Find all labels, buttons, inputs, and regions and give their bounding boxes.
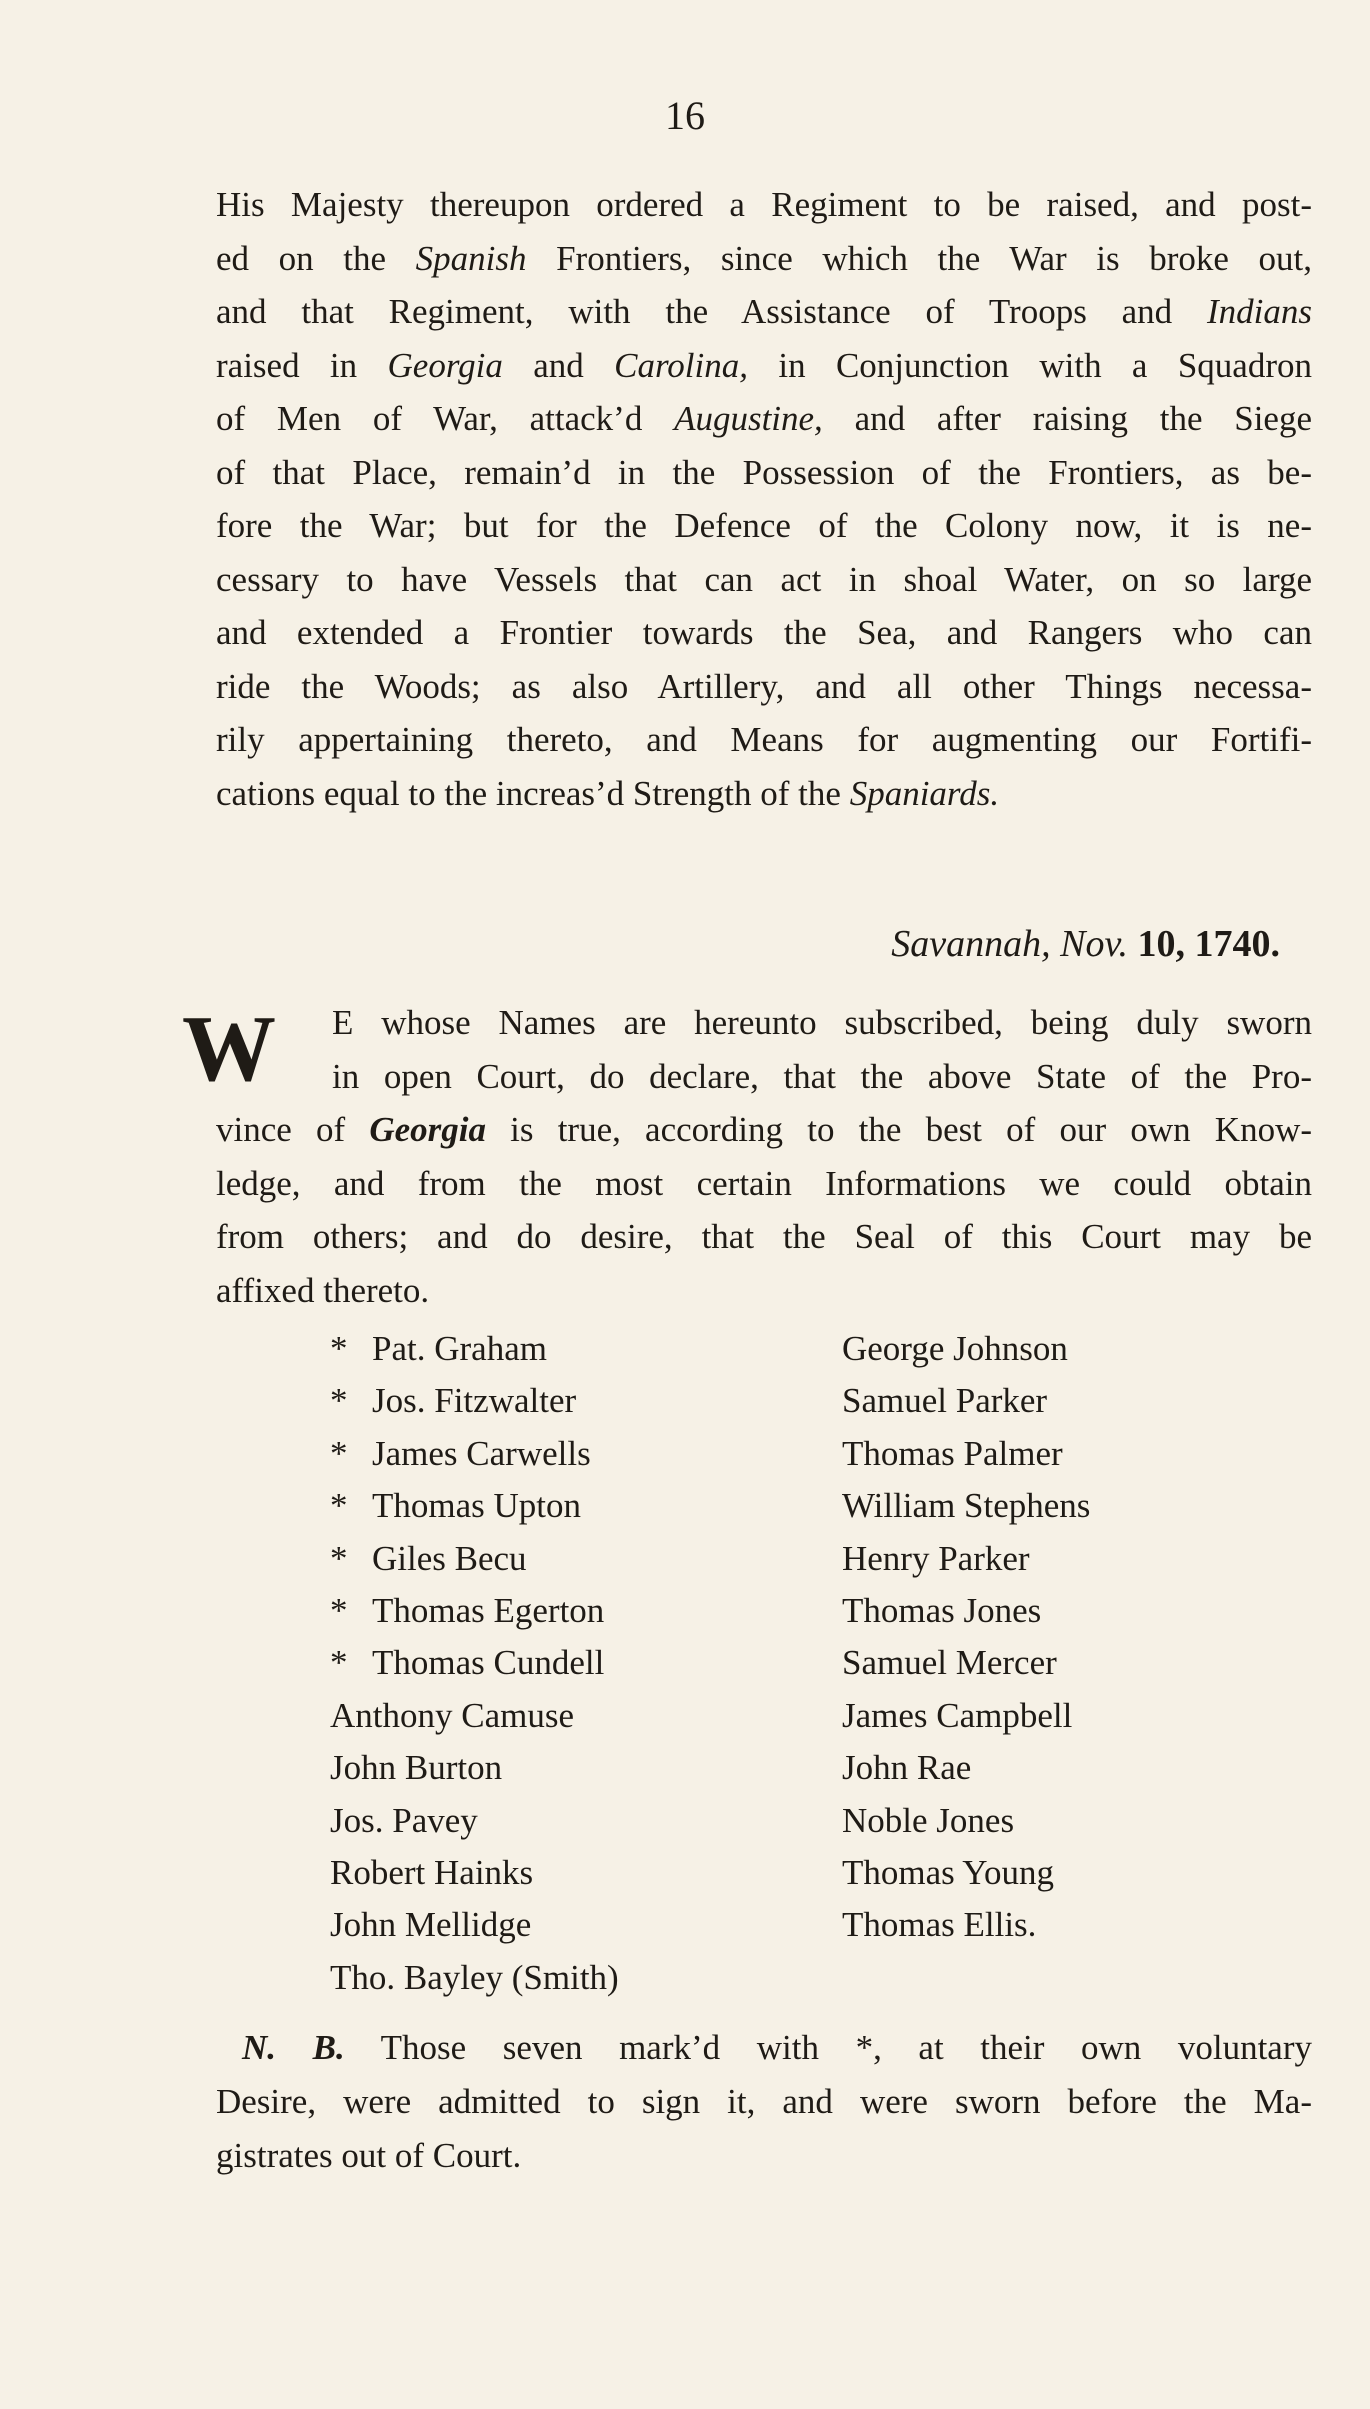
signer-name: * Thomas Egerton	[330, 1590, 605, 1630]
signer-name: Noble Jones	[842, 1800, 1015, 1840]
text-line: and that Regiment, with the Assistance of Troops and Indians	[216, 292, 1312, 331]
signer-name: Samuel Parker	[842, 1381, 1048, 1421]
state-paragraph	[216, 178, 1312, 820]
text-line: cations equal to the increas’d Strength of the Spaniards.	[216, 773, 1000, 813]
signer-name: Samuel Mercer	[842, 1643, 1057, 1683]
text-line: ed on the Spanish Frontiers, since which the War is broke out,	[216, 238, 1312, 278]
nota-bene	[216, 2021, 1312, 2183]
dateline-date: 10, 1740.	[1137, 923, 1280, 965]
signer-name: * Giles Becu	[330, 1538, 527, 1578]
text-line: affixed thereto.	[216, 1270, 430, 1310]
text-line: in open Court, do declare, that the above State of the Pro-	[332, 1056, 1312, 1096]
nb-label: N. B.	[242, 2028, 345, 2067]
signer-name: * Pat. Graham	[330, 1329, 547, 1368]
signer-name: John Rae	[842, 1748, 972, 1788]
signers-right-column	[842, 1323, 1090, 1952]
signer-name: Thomas Palmer	[842, 1433, 1063, 1473]
text-line: cessary to have Vessels that can act in shoal Water, on so large	[216, 559, 1312, 599]
signer-name: * Jos. Fitzwalter	[330, 1381, 577, 1421]
signer-name: Thomas Ellis.	[842, 1905, 1037, 1945]
signer-name: Anthony Camuse	[330, 1695, 575, 1735]
signer-name: Thomas Jones	[842, 1590, 1042, 1630]
text-line: from others; and do desire, that the Seal of this Court may be	[216, 1217, 1312, 1256]
text-line: Desire, were admitted to sign it, and were sworn before the Ma-	[216, 2082, 1312, 2121]
signer-name: Thomas Young	[842, 1852, 1054, 1892]
declaration-paragraph	[182, 996, 1312, 1317]
signer-name: * Thomas Cundell	[330, 1643, 605, 1683]
signer-name: * Thomas Upton	[330, 1486, 582, 1526]
signer-name: Robert Hainks	[330, 1852, 534, 1892]
text-line: rily appertaining thereto, and Means for augmenting our Fortifi-	[216, 720, 1312, 759]
signer-name: William Stephens	[842, 1486, 1091, 1526]
page-number: 16	[665, 93, 705, 138]
signer-name: Henry Parker	[842, 1538, 1030, 1578]
text-line: ride the Woods; as also Artillery, and all other Things necessa-	[216, 666, 1312, 706]
drop-cap: W	[182, 997, 276, 1101]
dateline-place: Savannah, Nov.	[891, 923, 1128, 965]
signer-name: John Burton	[330, 1748, 503, 1788]
signer-name: Tho. Bayley (Smith)	[330, 1957, 619, 1997]
text-line: E whose Names are hereunto subscribed, being duly sworn	[332, 1003, 1312, 1042]
text-line: ledge, and from the most certain Informations we could obtain	[216, 1163, 1312, 1203]
text-line: raised in Georgia and Carolina, in Conjunction with a Squadron	[216, 345, 1312, 385]
text-line: of Men of War, attack’d Augustine, and after raising the Siege	[216, 399, 1312, 438]
signer-name: * James Carwells	[330, 1433, 591, 1473]
signers-left-column	[330, 1323, 619, 2004]
signer-name: James Campbell	[842, 1695, 1073, 1735]
text-line: of that Place, remain’d in the Possession of the Frontiers, as be-	[216, 452, 1312, 492]
text-line: fore the War; but for the Defence of the Colony now, it is ne-	[216, 506, 1312, 545]
text-line: N. B. Those seven mark’d with *, at their own voluntary	[242, 2028, 1312, 2067]
signer-name: John Mellidge	[330, 1905, 532, 1945]
text-line: gistrates out of Court.	[216, 2136, 522, 2175]
signer-name: George Johnson	[842, 1329, 1068, 1368]
text-line: and extended a Frontier towards the Sea, and Rangers who can	[216, 613, 1312, 652]
text-line: His Majesty thereupon ordered a Regiment to be raised, and post-	[216, 185, 1312, 224]
dateline	[891, 922, 1280, 966]
text-line: vince of Georgia is true, according to the best of our own Know-	[216, 1110, 1312, 1149]
signer-name: Jos. Pavey	[330, 1800, 478, 1840]
